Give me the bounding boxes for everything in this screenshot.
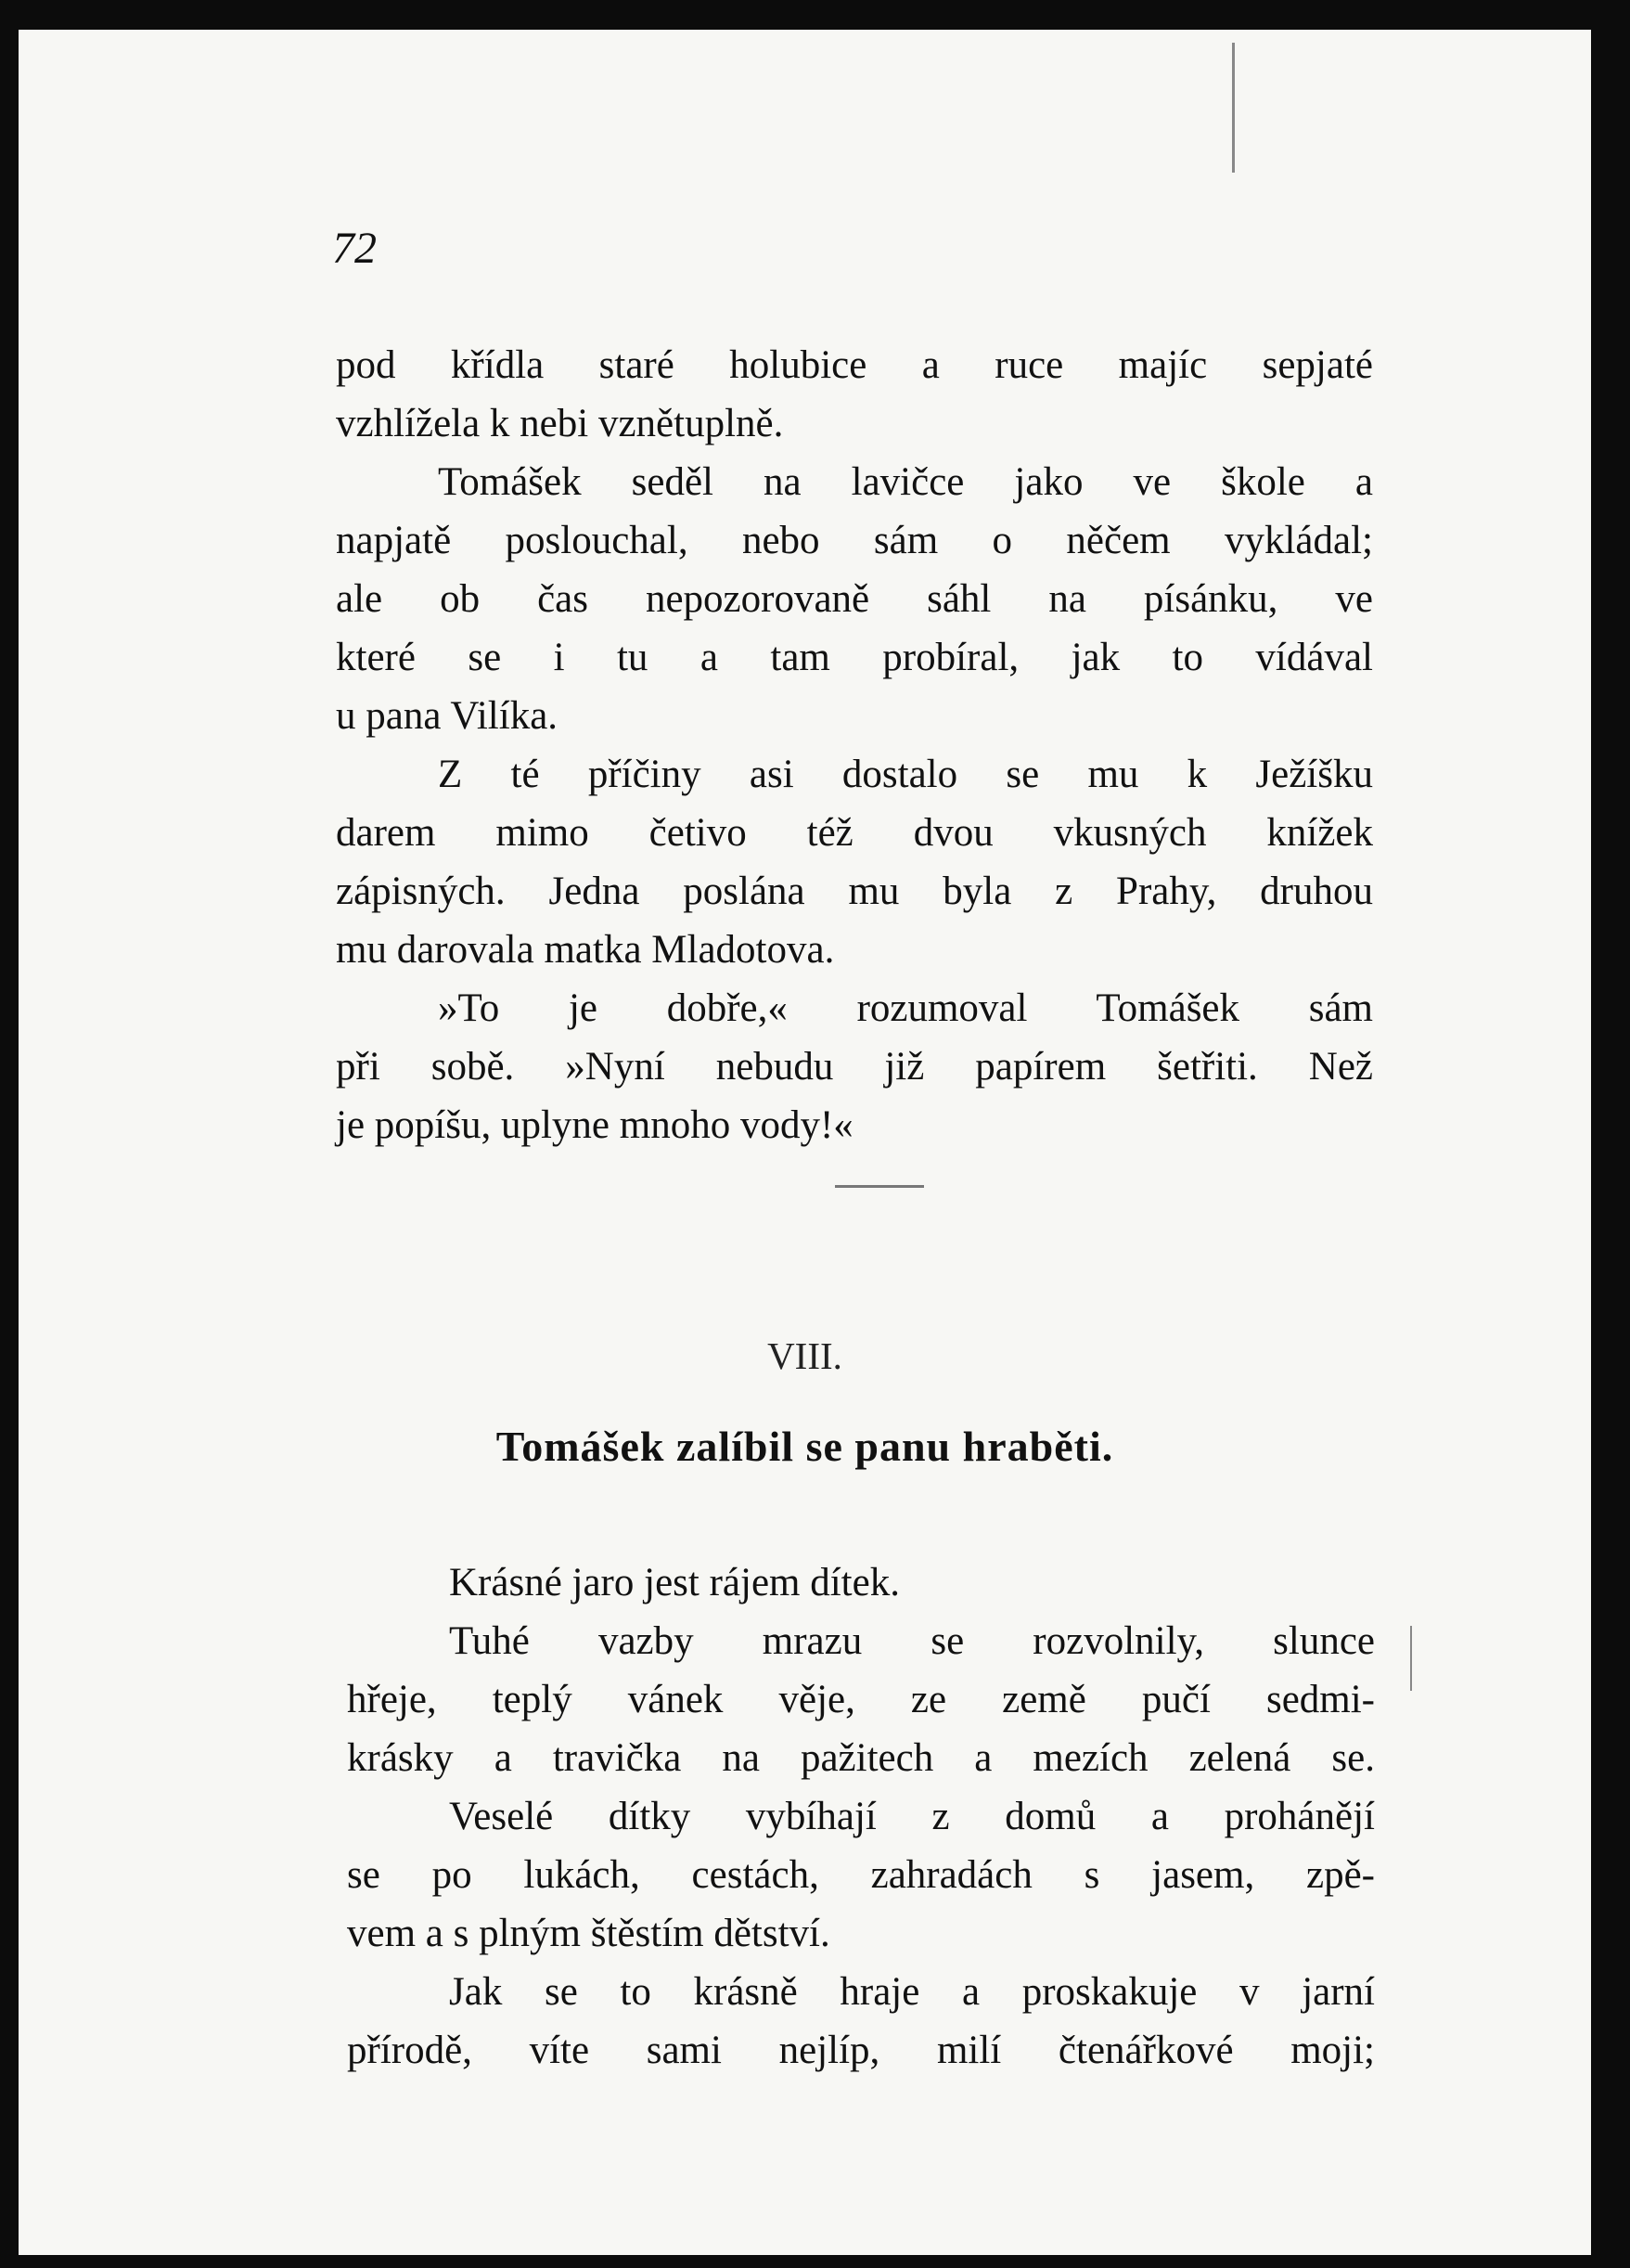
scan-edge-mark [1232, 43, 1235, 173]
scan-edge-mark [1410, 1626, 1412, 1691]
text-line: se po lukách, cestách, zahradách s jasem, zpě- [347, 1853, 1375, 1897]
text-line: Krásné jaro jest rájem dítek. [449, 1561, 900, 1604]
text-line: krásky a travička na pažitech a mezích zelená se. [347, 1736, 1375, 1780]
chapter-text [347, 1553, 1375, 2080]
text-line: které se i tu a tam probíral, jak to vídával [336, 636, 1373, 679]
text-line: Jak se to krásně hraje a proskakuje v jarní [449, 1970, 1375, 2014]
text-line: Tuhé vazby mrazu se rozvolnily, slunce [449, 1619, 1375, 1663]
text-before-chapter [336, 336, 1373, 1154]
text-line: přírodě, víte sami nejlíp, milí čtenářkové moji; [347, 2029, 1375, 2072]
text-line: při sobě. »Nyní nebudu již papírem šetřiti. Než [336, 1045, 1373, 1089]
text-line: »To je dobře,« rozumoval Tomášek sám [438, 986, 1373, 1030]
book-page [19, 30, 1591, 2255]
text-line: je popíšu, uplyne mnoho vody!« [336, 1103, 854, 1147]
text-line: Veselé dítky vybíhají z domů a prohánějí [449, 1795, 1375, 1838]
text-line: mu darovala matka Mladotova. [336, 928, 835, 972]
text-line: zápisných. Jedna poslána mu byla z Prahy, druhou [336, 870, 1373, 913]
text-line: vem a s plným štěstím dětství. [347, 1912, 830, 1955]
text-line: vzhlížela k nebi vznětuplně. [336, 402, 784, 445]
text-line: napjatě poslouchal, nebo sám o něčem vykládal; [336, 519, 1373, 562]
chapter-number: VIII. [767, 1334, 842, 1377]
text-line: u pana Vilíka. [336, 694, 558, 738]
chapter-title: Tomášek zalíbil se panu hraběti. [495, 1423, 1114, 1470]
text-line: Z té příčiny asi dostalo se mu k Ježíšku [438, 753, 1373, 796]
section-separator [835, 1185, 924, 1188]
page-number: 72 [332, 224, 377, 273]
text-line: pod křídla staré holubice a ruce majíc sepjaté [336, 343, 1373, 387]
text-line: hřeje, teplý vánek věje, ze země pučí sedmi- [347, 1678, 1375, 1721]
text-line: darem mimo četivo též dvou vkusných knížek [336, 811, 1373, 855]
text-line: Tomášek seděl na lavičce jako ve škole a [438, 460, 1373, 504]
text-line: ale ob čas nepozorovaně sáhl na písánku, ve [336, 577, 1373, 621]
